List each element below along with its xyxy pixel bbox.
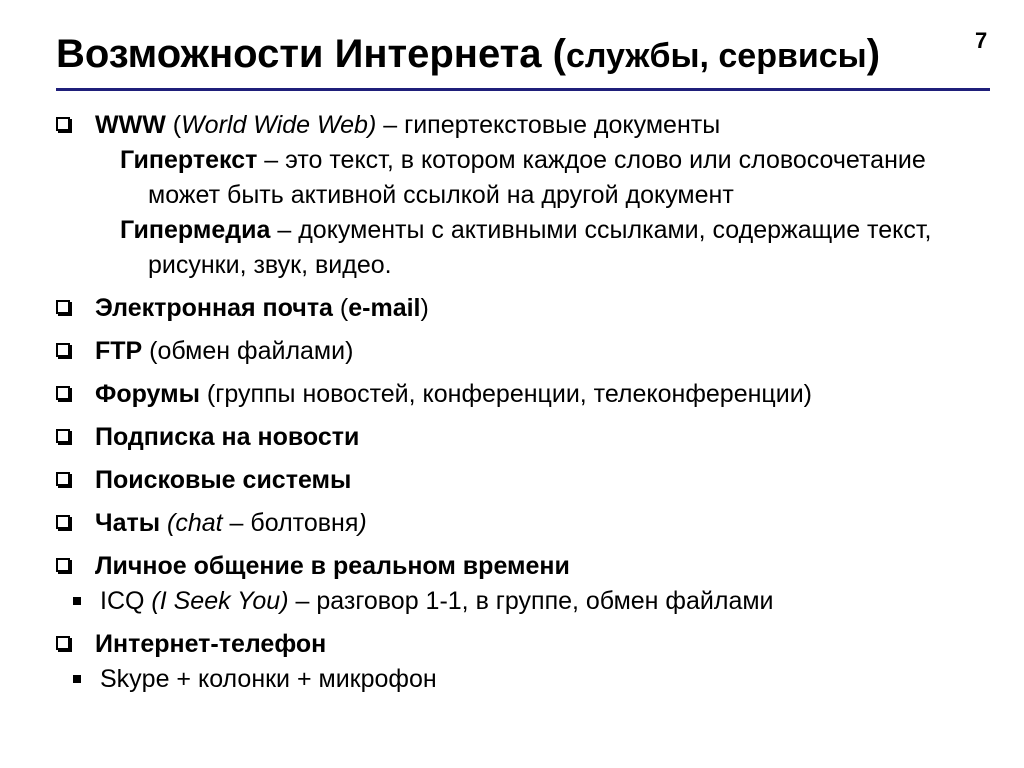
item-term: Поисковые системы	[95, 466, 352, 494]
title-divider	[56, 88, 990, 91]
checkbox-bullet-icon	[56, 343, 70, 357]
list-item-chats	[52, 506, 1002, 541]
item-italic: )	[358, 509, 367, 537]
list-item-search	[52, 463, 1002, 498]
checkbox-bullet-icon	[56, 386, 70, 400]
item-term: Чаты	[95, 509, 161, 537]
item-term: Личное общение в реальном времени	[95, 552, 570, 580]
square-bullet-icon	[73, 597, 81, 605]
subitem-term: Гипертекст	[120, 146, 258, 174]
checkbox-bullet-icon	[56, 472, 70, 486]
checkbox-bullet-icon	[56, 558, 70, 572]
list-item-news	[52, 420, 1002, 455]
item-term: Подписка на новости	[95, 423, 360, 451]
subitem-text: – документы с активными ссылками, содержащие текст, рисунки, звук, видео.	[148, 216, 932, 279]
checkbox-bullet-icon	[56, 300, 70, 314]
list-item-ftp	[52, 334, 1002, 369]
title-end: )	[866, 32, 881, 76]
checkbox-bullet-icon	[56, 117, 70, 131]
subitem-hypertext	[100, 143, 1002, 213]
item-text: – болтовня	[222, 509, 359, 537]
page-title	[56, 26, 880, 84]
subitem-text: – разговор 1-1, в группе, обмен файлами	[288, 587, 774, 615]
subitem-text: ICQ	[100, 587, 152, 615]
item-term: Интернет-телефон	[95, 630, 327, 658]
checkbox-bullet-icon	[56, 429, 70, 443]
item-term-secondary: e-mail	[348, 294, 421, 322]
subitem-italic: (I Seek You)	[151, 587, 289, 615]
item-text: – гипертекстовые документы	[376, 111, 721, 139]
subitem-term: Гипермедиа	[120, 216, 271, 244]
item-term: WWW	[95, 111, 166, 139]
title-subtitle: службы, сервисы	[565, 37, 867, 75]
subitem-text: – это текст, в котором каждое слово или словосочетание может быть активной ссылкой на другой документ	[148, 146, 926, 209]
item-term: Электронная почта	[95, 294, 333, 322]
item-text: (	[165, 111, 182, 139]
item-term: Форумы	[95, 380, 200, 408]
item-italic: World Wide Web)	[181, 111, 377, 139]
list-item-forums	[52, 377, 1002, 412]
list-item-email	[52, 291, 1002, 326]
page-number: 7	[975, 28, 988, 53]
list-item-voip	[52, 627, 1002, 662]
item-text: (	[332, 294, 349, 322]
subitem-text: Skype + колонки + микрофон	[100, 665, 437, 693]
item-term: FTP	[95, 337, 143, 365]
subitem-hypermedia	[100, 213, 1002, 283]
list-item-realtime	[52, 549, 1002, 584]
list-item-www	[52, 108, 1002, 143]
item-text: (обмен файлами)	[142, 337, 354, 365]
checkbox-bullet-icon	[56, 515, 70, 529]
subitem-skype	[52, 662, 1002, 697]
item-text: (группы новостей, конференции, телеконференции)	[199, 380, 812, 408]
item-italic: (chat	[160, 509, 223, 537]
square-bullet-icon	[73, 675, 81, 683]
subitem-icq	[52, 584, 1002, 619]
bullet-list	[52, 108, 1002, 697]
item-text: )	[420, 294, 429, 322]
title-main: Возможности Интернета (	[56, 32, 566, 76]
checkbox-bullet-icon	[56, 636, 70, 650]
